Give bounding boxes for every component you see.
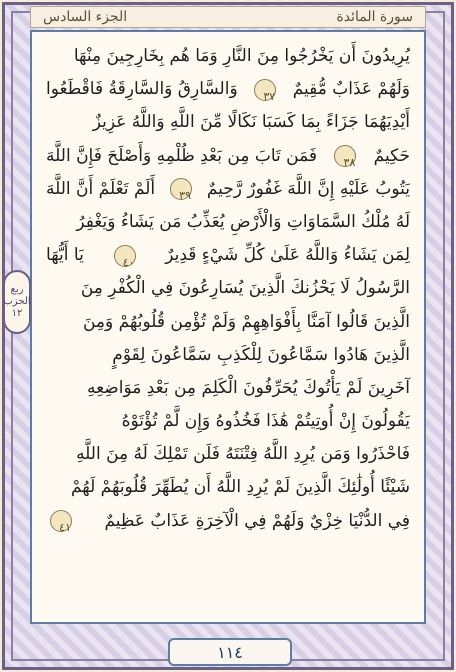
- quran-text: [46, 40, 410, 612]
- page-number-badge: [168, 638, 292, 666]
- line-text: آخَرِينَ لَمْ يَأْتُوكَ يُحَرِّفُونَ الْكَلِمَ مِن بَعْدِ مَوَاضِعِهِ: [86, 377, 410, 398]
- text-line: [46, 206, 410, 239]
- line-text: يَقُولُونَ إِنْ أُوتِيتُمْ هَٰذَا فَخُذُوهُ وَإِن لَّمْ تُؤْتَوْهُ: [121, 411, 410, 432]
- line-text: فِي الدُّنْيَا خِزْيٌ وَلَهُمْ فِي الْآخِرَةِ عَذَابٌ عَظِيمٌ: [104, 510, 410, 531]
- line-text: شَيْئًا أُولَٰئِكَ الَّذِينَ لَمْ يُرِدِ اللَّهُ أَن يُطَهِّرَ قُلُوبَهُمْ لَهُمْ: [70, 477, 410, 498]
- line-text: وَالسَّارِقُ وَالسَّارِقَةُ فَاقْطَعُوا: [46, 79, 238, 100]
- line-text: فَاحْذَرُوا وَمَن يُرِدِ اللَّهُ فِتْنَتَهُ فَلَن تَمْلِكَ لَهُ مِنَ اللَّهِ: [76, 444, 410, 465]
- quarter-label: ربع: [10, 284, 24, 295]
- line-text: يَا أَيُّهَا: [46, 245, 84, 266]
- text-line: [46, 106, 410, 139]
- text-line: [46, 372, 410, 405]
- verse-end-marker: ٤٠: [114, 245, 136, 267]
- hizb-label: الحزب: [3, 296, 31, 307]
- text-line: [46, 405, 410, 438]
- hizb-marker: [3, 270, 31, 334]
- line-text: وَلَهُمْ عَذَابٌ مُّقِيمٌ: [292, 79, 410, 100]
- page-number: ١١٤: [217, 642, 243, 662]
- line-text: أَلَمْ تَعْلَمْ أَنَّ اللَّهَ: [46, 178, 156, 199]
- line-text: الَّذِينَ هَادُوا سَمَّاعُونَ لِلْكَذِبِ سَمَّاعُونَ لِقَوْمٍ: [112, 344, 410, 365]
- text-line: [46, 73, 410, 106]
- verse-end-marker: ٤١: [50, 510, 72, 532]
- line-text: أَيْدِيَهُمَا جَزَاءً بِمَا كَسَبَا نَكَالًا مِّنَ اللَّهِ وَاللَّهُ عَزِيزٌ: [92, 112, 410, 133]
- text-line: [46, 40, 410, 73]
- text-line: [46, 471, 410, 504]
- text-line: [46, 306, 410, 339]
- text-line: [46, 272, 410, 305]
- juz-title: الجزء السادس: [43, 9, 128, 25]
- page-header: [30, 6, 426, 28]
- surah-title: سورة المائدة: [336, 9, 413, 25]
- line-text: لِمَن يَشَاءُ وَاللَّهُ عَلَىٰ كُلِّ شَيْءٍ قَدِيرٌ: [165, 245, 410, 266]
- text-line: [46, 438, 410, 471]
- text-line: [46, 339, 410, 372]
- hizb-number: ١٢: [11, 308, 23, 319]
- verse-end-marker: ٣٨: [334, 145, 356, 167]
- line-text: يُرِيدُونَ أَن يَخْرُجُوا مِنَ النَّارِ وَمَا هُم بِخَارِجِينَ مِنْهَا: [73, 46, 410, 66]
- line-text: حَكِيمٌ: [373, 145, 410, 166]
- line-text: فَمَن تَابَ مِن بَعْدِ ظُلْمِهِ وَأَصْلَحَ فَإِنَّ اللَّهَ: [46, 145, 318, 166]
- verse-end-marker: ٣٧: [254, 79, 276, 101]
- line-text: الَّذِينَ قَالُوا آمَنَّا بِأَفْوَاهِهِمْ وَلَمْ تُؤْمِن قُلُوبُهُمْ وَمِنَ: [82, 311, 410, 332]
- text-line: [46, 505, 410, 538]
- text-line: [46, 239, 410, 272]
- verse-end-marker: ٣٩: [170, 178, 192, 200]
- line-text: الرَّسُولُ لَا يَحْزُنكَ الَّذِينَ يُسَارِعُونَ فِي الْكُفْرِ مِنَ: [80, 278, 410, 299]
- line-text: لَهُ مُلْكُ السَّمَاوَاتِ وَالْأَرْضِ يُعَذِّبُ مَن يَشَاءُ وَيَغْفِرُ: [76, 211, 410, 232]
- text-line: [46, 140, 410, 173]
- text-line: [46, 173, 410, 206]
- line-text: يَتُوبُ عَلَيْهِ إِنَّ اللَّهَ غَفُورٌ رَّحِيمٌ: [206, 178, 410, 199]
